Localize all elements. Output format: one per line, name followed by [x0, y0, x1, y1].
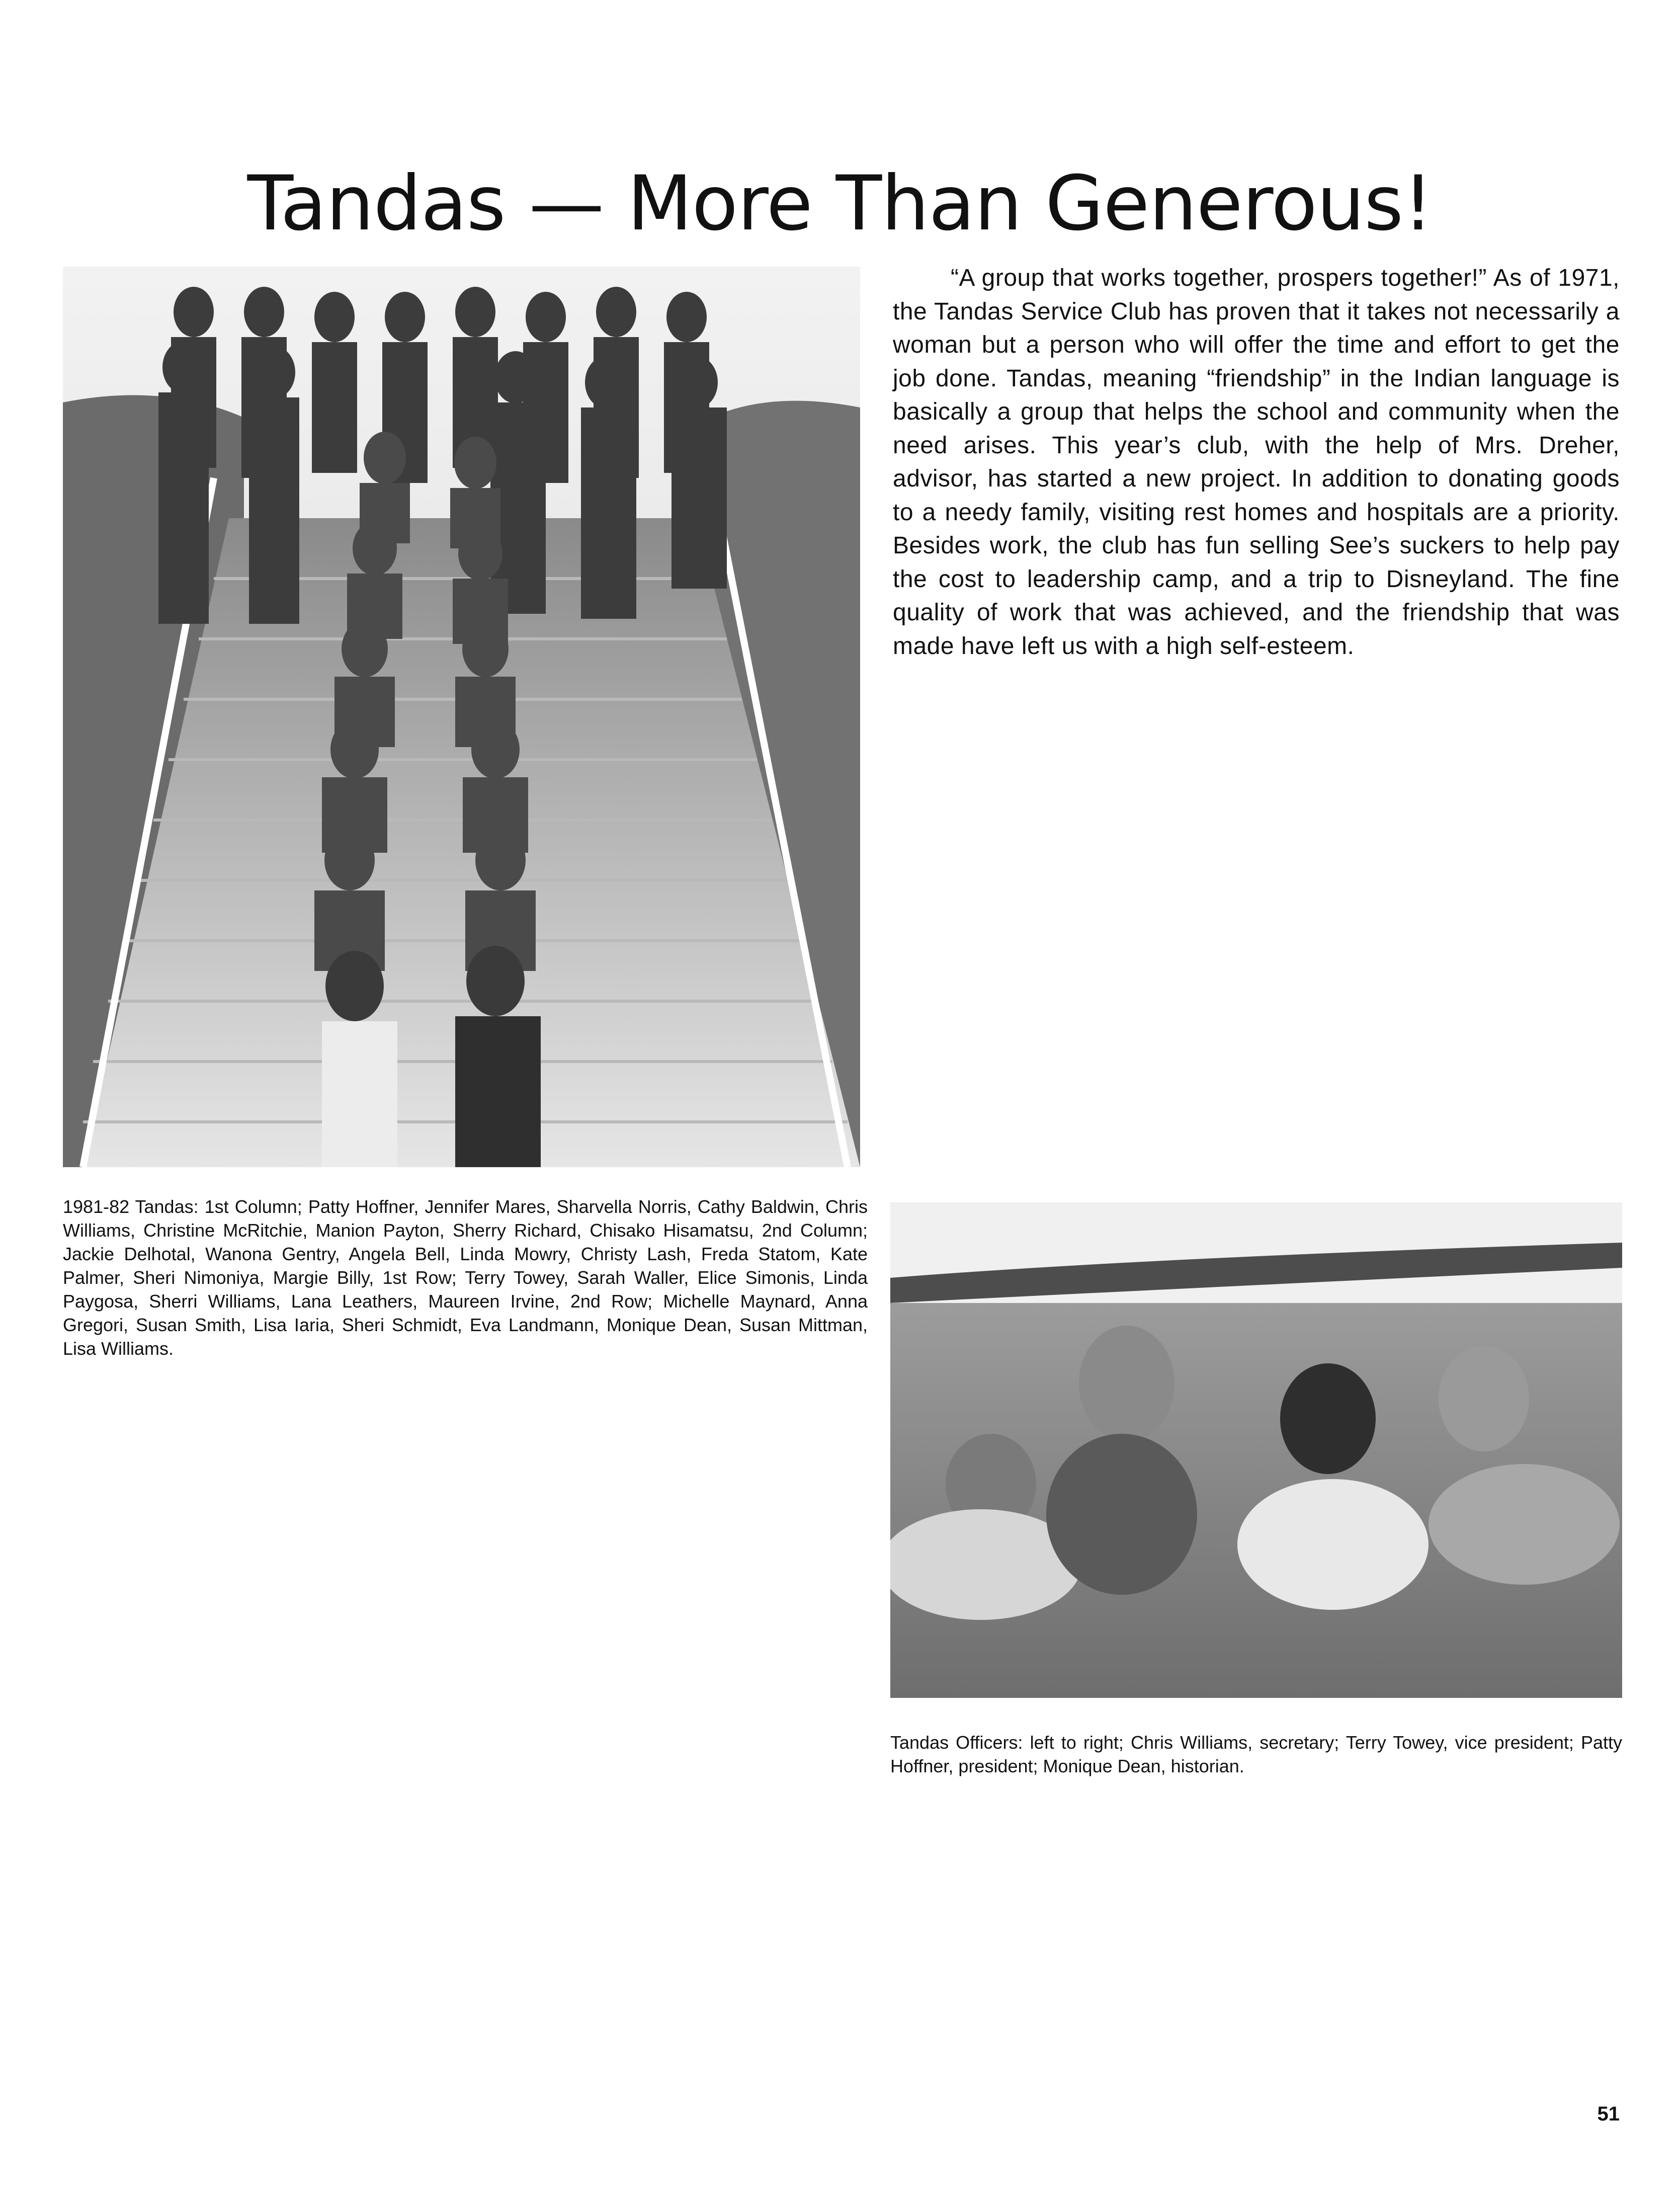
group-photo-caption: 1981-82 Tandas: 1st Column; Patty Hoffner, Jennifer Mares, Sharvella Norris, Cathy Baldwin, Chris Williams, Christine McRitchie, Manion Payton, Sherry Richard, Chisako Hisamatsu, 2nd Column; Jackie Delhotal, Wanona Gentry, Angela Bell, Linda Mowry, Christy Lash, Freda Statom, Kate Palmer, Sheri Nimoniya, Margie Billy, 1st Row; Terry Towey, Sarah Waller, Elice Simonis, Linda Paygosa, Sherri Williams, Lana Leathers, Maureen Irvine, 2nd Row; Michelle Maynard, Anna Gregori, Susan Smith, Lisa Iaria, Sheri Schmidt, Eva Landmann, Monique Dean, Susan Mittman, Lisa Williams. — [63, 1196, 868, 1359]
officers-photo-caption: Tandas Officers: left to right; Chris Williams, secretary; Terry Towey, vice president; Patty Hoffner, president; Monique Dean, historian. — [890, 1732, 1622, 1776]
page-title: Tandas — More Than Generous! — [247, 160, 1433, 248]
group-photo — [63, 267, 860, 1167]
page-number: 51 — [1597, 2103, 1620, 2125]
officers-photo — [890, 1202, 1622, 1698]
article-body: “A group that works together, prospers together!” As of 1971, the Tandas Service Club has proven that it takes not necessarily a woman but a person who will offer the time and effort to get the job done. Tandas, meaning “friendship” in the Indian language is basically a group that helps the school and community when the need arises. This year’s club, with the help of Mrs. Dreher, advisor, has started a new project. In addition to donating goods to a needy family, visiting rest homes and hospitals are a priority. Besides work, the club has fun selling See’s suckers to help pay the cost to leadership camp, and a trip to Disneyland. The fine quality of work that was achieved, and the friendship that was made have left us with a high self-esteem. — [893, 265, 1620, 660]
